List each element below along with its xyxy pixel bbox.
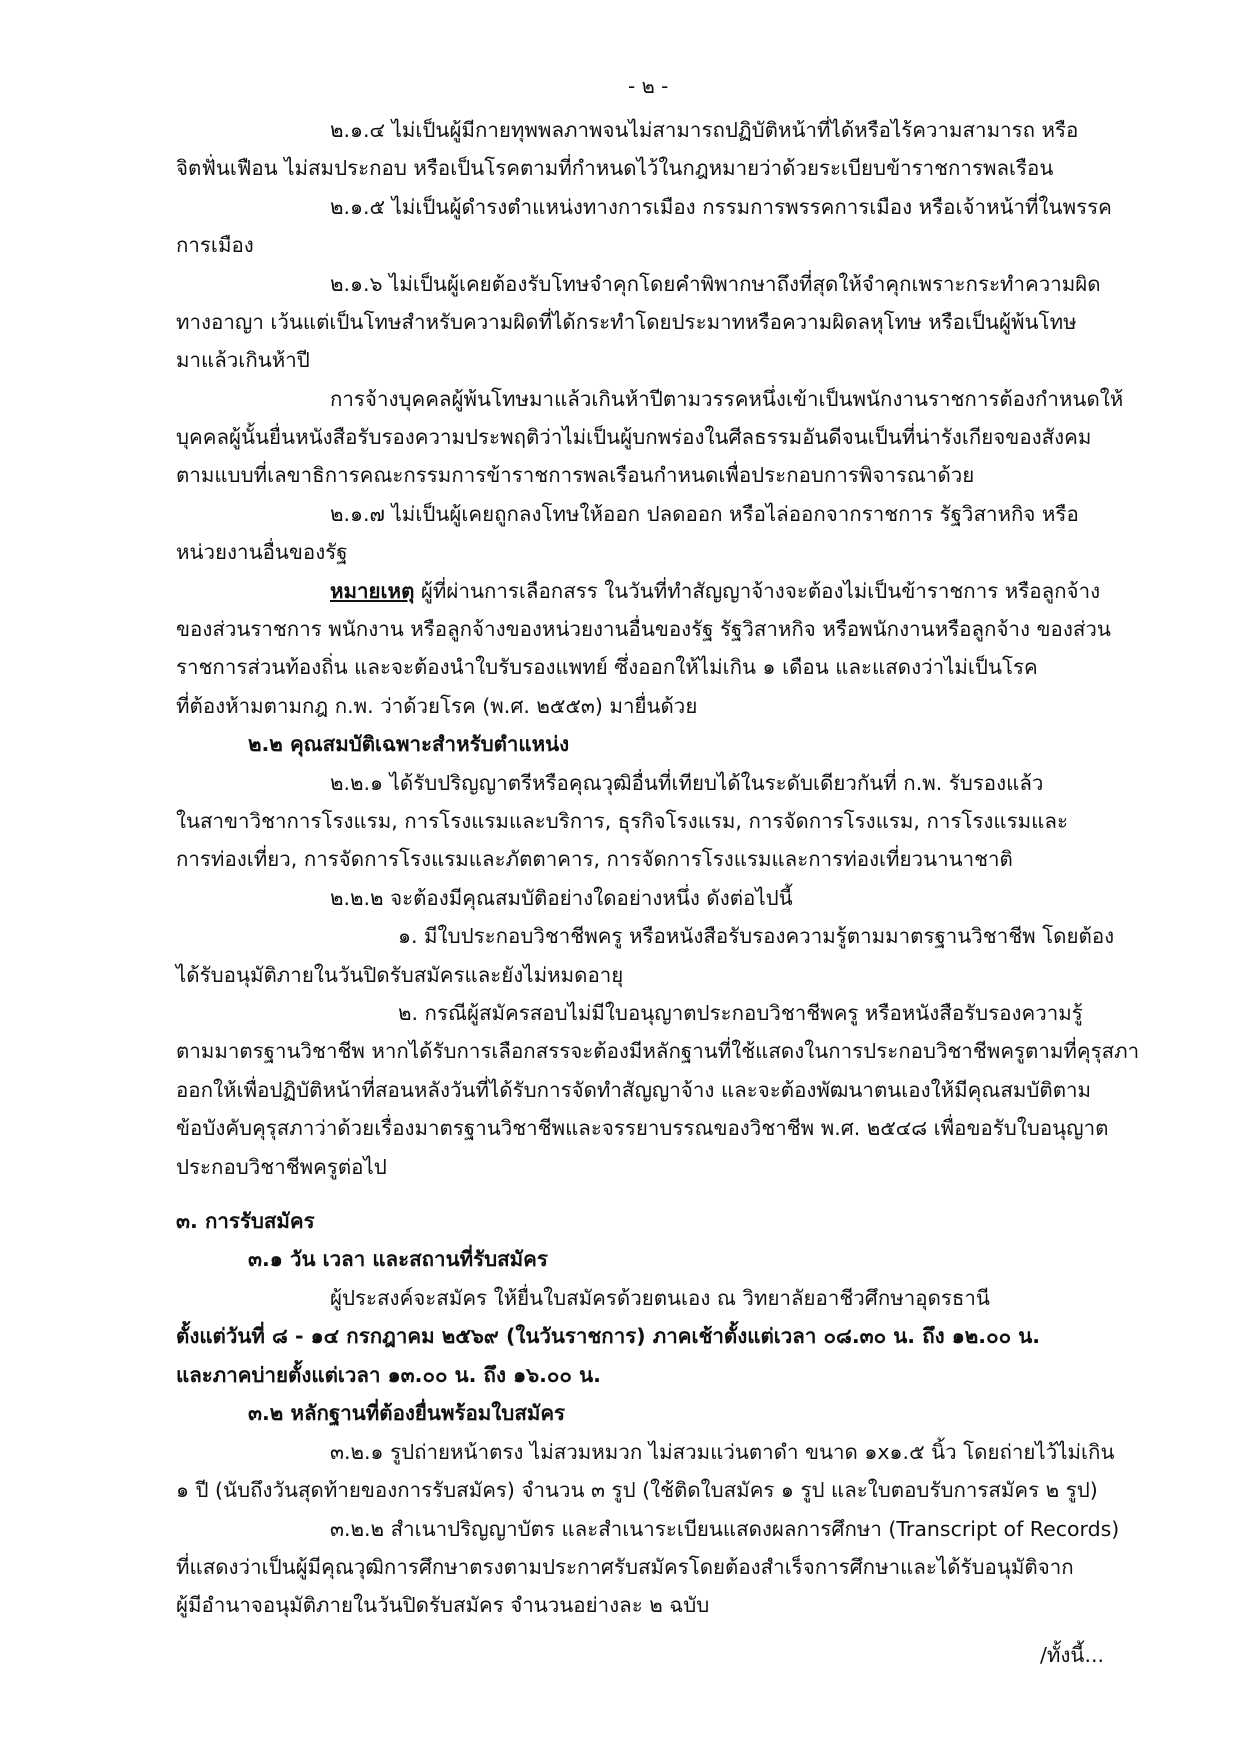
text-line: บุคคลผู้นั้นยื่นหนังสือรับรองความประพฤติว่าไม่เป็นผู้บกพร่องในศีลธรรมอันดีจนเป็นที่น่ารังเกียจของสังคม: [176, 425, 1092, 449]
text-line: ๑ ปี (นับถึงวันสุดท้ายของการรับสมัคร) จำนวน ๓ รูป (ใช้ติดใบสมัคร ๑ รูป และใบตอบรับการสมัคร ๒ รูป): [176, 1478, 1098, 1502]
text-line: ตามแบบที่เลขาธิการคณะกรรมการข้าราชการพลเรือนกำหนดเพื่อประกอบการพิจารณาด้วย: [176, 463, 975, 487]
text-line: ตามมาตรฐานวิชาชีพ หากได้รับการเลือกสรรจะต้องมีหลักฐานที่ใช้แสดงในการประกอบวิชาชีพครูตามที่คุรุสภา: [176, 1039, 1140, 1063]
section-heading: ๓. การรับสมัคร: [176, 1209, 315, 1233]
text-line: ๒.๑.๖ ไม่เป็นผู้เคยต้องรับโทษจำคุกโดยคำพิพากษาถึงที่สุดให้จำคุกเพราะกระทำความผิด: [330, 272, 1101, 296]
text-line: ๑. มีใบประกอบวิชาชีพครู หรือหนังสือรับรองความรู้ตามมาตรฐานวิชาชีพ โดยต้อง: [398, 924, 1115, 948]
text-line: ๒.๑.๗ ไม่เป็นผู้เคยถูกลงโทษให้ออก ปลดออก หรือไล่ออกจากราชการ รัฐวิสาหกิจ หรือ: [330, 502, 1079, 526]
section-heading: ๓.๑ วัน เวลา และสถานที่รับสมัคร: [248, 1247, 548, 1271]
page-number: - ๒ -: [628, 74, 669, 98]
text-line: หน่วยงานอื่นของรัฐ: [176, 540, 348, 564]
text-line: ที่ต้องห้ามตามกฎ ก.พ. ว่าด้วยโรค (พ.ศ. ๒๕๕๓) มายื่นด้วย: [176, 694, 698, 718]
text-line: ราชการส่วนท้องถิ่น และจะต้องนำใบรับรองแพทย์ ซึ่งออกให้ไม่เกิน ๑ เดือน และแสดงว่าไม่เป็นโรค: [176, 655, 1038, 679]
text-line: มาแล้วเกินห้าปี: [176, 348, 310, 372]
text-line: ๓.๒.๒ สำเนาปริญญาบัตร และสำเนาระเบียนแสดงผลการศึกษา (Transcript of Records): [330, 1517, 1120, 1541]
text-line: ข้อบังคับคุรุสภาว่าด้วยเรื่องมาตรฐานวิชาชีพและจรรยาบรรณของวิชาชีพ พ.ศ. ๒๕๔๘ เพื่อขอรับใบอนุญาต: [176, 1116, 1109, 1140]
text-line: การเมือง: [176, 233, 254, 257]
text-line: ๒.๑.๔ ไม่เป็นผู้มีกายทุพพลภาพจนไม่สามารถปฏิบัติหน้าที่ได้หรือไร้ความสามารถ หรือ: [330, 118, 1079, 142]
text-line: การท่องเที่ยว, การจัดการโรงแรมและภัตตาคาร, การจัดการโรงแรมและการท่องเที่ยวนานาชาติ: [176, 847, 1013, 871]
text-line: การจ้างบุคคลผู้พ้นโทษมาแล้วเกินห้าปีตามวรรคหนึ่งเข้าเป็นพนักงานราชการต้องกำหนดให้: [330, 387, 1124, 411]
section-heading: ๓.๒ หลักฐานที่ต้องยื่นพร้อมใบสมัคร: [248, 1401, 566, 1425]
text-line: ทางอาญา เว้นแต่เป็นโทษสำหรับความผิดที่ได้กระทำโดยประมาทหรือความผิดลหุโทษ หรือเป็นผู้พ้นโทษ: [176, 310, 1077, 334]
text-line: ได้รับอนุมัติภายในวันปิดรับสมัครและยังไม่หมดอายุ: [176, 963, 624, 987]
continuation-note: /ทั้งนี้...: [1040, 1643, 1104, 1667]
text-line: ๒. กรณีผู้สมัครสอบไม่มีใบอนุญาตประกอบวิชาชีพครู หรือหนังสือรับรองความรู้: [398, 1001, 1083, 1025]
text-line: ผู้มีอำนาจอนุมัติภายในวันปิดรับสมัคร จำนวนอย่างละ ๒ ฉบับ: [176, 1593, 710, 1617]
text-line: ๒.๑.๕ ไม่เป็นผู้ดำรงตำแหน่งทางการเมือง กรรมการพรรคการเมือง หรือเจ้าหน้าที่ในพรรค: [330, 195, 1112, 219]
note-text: ผู้ที่ผ่านการเลือกสรร ในวันที่ทำสัญญาจ้างจะต้องไม่เป็นข้าราชการ หรือลูกจ้าง: [414, 579, 1101, 603]
text-line: ออกให้เพื่อปฏิบัติหน้าที่สอนหลังวันที่ได้รับการจัดทำสัญญาจ้าง และจะต้องพัฒนาตนเองให้มีคุณสมบัติตาม: [176, 1078, 1092, 1102]
text-line: ของส่วนราชการ พนักงาน หรือลูกจ้างของหน่วยงานอื่นของรัฐ รัฐวิสาหกิจ หรือพนักงานหรือลูกจ้าง ของส่วน: [176, 617, 1111, 641]
text-line: ๓.๒.๑ รูปถ่ายหน้าตรง ไม่สวมหมวก ไม่สวมแว่นตาดำ ขนาด ๑x๑.๕ นิ้ว โดยถ่ายไว้ไม่เกิน: [330, 1440, 1115, 1464]
text-line: ประกอบวิชาชีพครูต่อไป: [176, 1155, 387, 1179]
section-heading: ๒.๒ คุณสมบัติเฉพาะสำหรับตำแหน่ง: [248, 732, 570, 756]
note-label: หมายเหตุ: [330, 579, 415, 603]
text-line: ที่แสดงว่าเป็นผู้มีคุณวุฒิการศึกษาตรงตามประกาศรับสมัครโดยต้องสำเร็จการศึกษาและได้รับอนุมัติจาก: [176, 1555, 1074, 1579]
note-line: [330, 573, 1100, 609]
text-line: จิตฟั่นเฟือน ไม่สมประกอบ หรือเป็นโรคตามที่กำหนดไว้ในกฎหมายว่าด้วยระเบียบข้าราชการพลเรือน: [176, 156, 1054, 180]
text-line: ๒.๒.๒ จะต้องมีคุณสมบัติอย่างใดอย่างหนึ่ง ดังต่อไปนี้: [330, 886, 793, 910]
text-line: ผู้ประสงค์จะสมัคร ให้ยื่นใบสมัครด้วยตนเอง ณ วิทยาลัยอาชีวศึกษาอุดรธานี: [330, 1286, 990, 1310]
bold-line: และภาคบ่ายตั้งแต่เวลา ๑๓.๐๐ น. ถึง ๑๖.๐๐ น.: [176, 1363, 601, 1387]
bold-line: ตั้งแต่วันที่ ๘ - ๑๔ กรกฎาคม ๒๕๖๙ (ในวันราชการ) ภาคเช้าตั้งแต่เวลา ๐๘.๓๐ น. ถึง ๑๒.๐๐ น.: [176, 1324, 1041, 1348]
text-line: ในสาขาวิชาการโรงแรม, การโรงแรมและบริการ, ธุรกิจโรงแรม, การจัดการโรงแรม, การโรงแรมและ: [176, 809, 1068, 833]
text-line: ๒.๒.๑ ได้รับปริญญาตรีหรือคุณวุฒิอื่นที่เทียบได้ในระดับเดียวกันที่ ก.พ. รับรองแล้ว: [330, 771, 1044, 795]
